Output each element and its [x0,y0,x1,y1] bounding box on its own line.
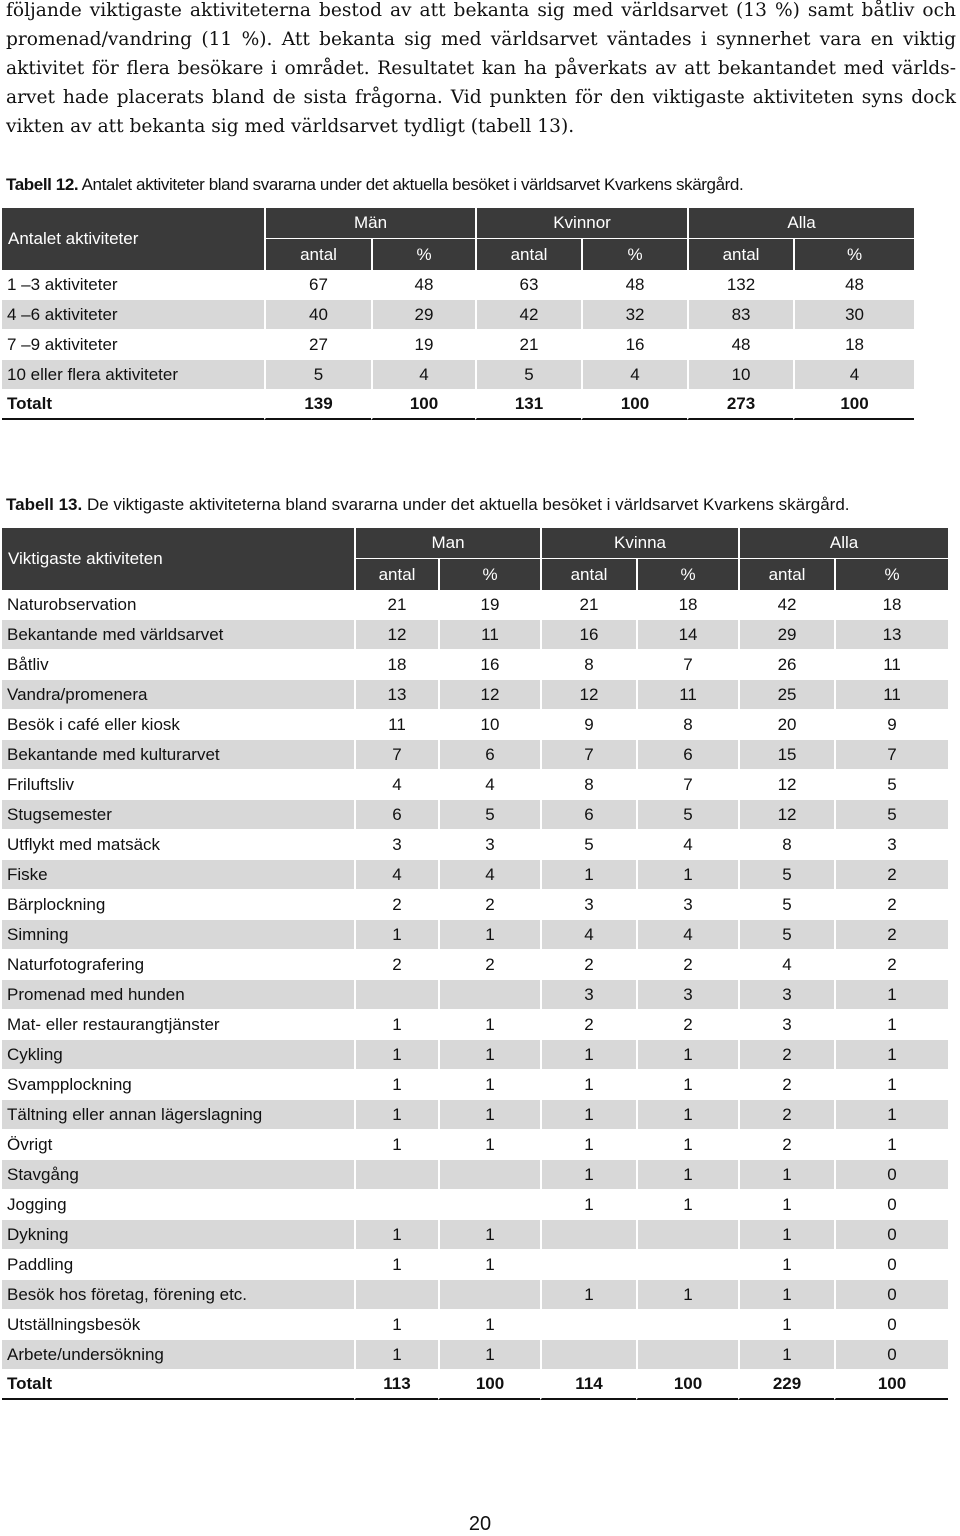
table-row [2,1070,948,1100]
value-cell: 1 [636,1040,738,1070]
table-row [2,680,948,710]
value-cell: 1 [354,1070,438,1100]
paragraph-line: arvet hade placerats bland de sista frågorna. Vid punkten för den viktigaste aktiviteten syns dock [6,87,956,108]
value-cell: 2 [834,920,948,950]
value-cell: 1 [354,1100,438,1130]
row-label-cell: Jogging [2,1190,354,1220]
value-cell: 1 [834,1040,948,1070]
value-cell: 229 [738,1370,834,1400]
value-cell: 8 [540,770,636,800]
table-row [2,590,948,620]
table-13-head [2,528,948,590]
value-cell: 5 [738,860,834,890]
value-cell: 3 [636,980,738,1010]
value-cell: 100 [834,1370,948,1400]
value-cell: 4 [540,920,636,950]
value-cell: 2 [834,890,948,920]
value-cell: 29 [371,300,475,330]
value-cell: 7 [636,650,738,680]
table-12-subheader: antal [687,239,793,270]
row-label-cell: Besök i café eller kiosk [2,710,354,740]
row-label-cell: Naturfotografering [2,950,354,980]
value-cell: 2 [738,1100,834,1130]
value-cell: 11 [834,650,948,680]
value-cell: 48 [581,270,687,300]
page-number: 20 [468,1513,492,1535]
value-cell: 0 [834,1190,948,1220]
row-label-cell: Paddling [2,1250,354,1280]
row-label-cell: Tältning eller annan lägerslagning [2,1100,354,1130]
row-label-cell: Promenad med hunden [2,980,354,1010]
value-cell: 4 [354,860,438,890]
value-cell: 3 [540,890,636,920]
value-cell [354,980,438,1010]
value-cell: 1 [834,1100,948,1130]
value-cell: 5 [834,770,948,800]
row-label-cell: 1 –3 aktiviteter [2,270,264,300]
value-cell: 12 [738,800,834,830]
paragraph-line: aktivitet för flera besökare i området. Resultatet kan ha påverkats av att bekantandet med världs- [6,58,956,79]
table-row [2,980,948,1010]
value-cell: 11 [438,620,540,650]
value-cell: 1 [636,1280,738,1310]
value-cell: 1 [540,860,636,890]
paragraph-line: vikten av att bekanta sig med världsarvet tydligt (tabell 13). [6,116,575,137]
table-row [2,270,914,300]
row-label-cell: Stavgång [2,1160,354,1190]
value-cell: 3 [738,980,834,1010]
value-cell: 3 [540,980,636,1010]
row-label-cell: Bärplockning [2,890,354,920]
value-cell [438,980,540,1010]
body-paragraph [6,0,956,141]
value-cell: 40 [264,300,371,330]
value-cell: 1 [438,1100,540,1130]
value-cell: 9 [540,710,636,740]
value-cell: 100 [793,390,914,420]
table-row [2,830,948,860]
value-cell: 7 [540,740,636,770]
value-cell: 1 [438,1340,540,1370]
value-cell [636,1310,738,1340]
value-cell: 2 [738,1040,834,1070]
value-cell: 2 [540,1010,636,1040]
value-cell: 12 [540,680,636,710]
row-label-cell: Båtliv [2,650,354,680]
value-cell: 4 [636,920,738,950]
value-cell: 1 [636,1190,738,1220]
value-cell: 6 [540,800,636,830]
value-cell: 1 [636,1100,738,1130]
table-row [2,650,948,680]
row-label-cell: Arbete/undersökning [2,1340,354,1370]
value-cell: 1 [540,1160,636,1190]
value-cell: 67 [264,270,371,300]
value-cell: 2 [738,1130,834,1160]
value-cell: 25 [738,680,834,710]
row-label-cell: Utflykt med matsäck [2,830,354,860]
value-cell: 32 [581,300,687,330]
table-12-group-header: Alla [687,208,914,239]
value-cell: 1 [438,1130,540,1160]
row-label-cell: Naturobservation [2,590,354,620]
table-13-subheader: antal [738,559,834,590]
table-13-subheader: % [438,559,540,590]
value-cell: 1 [834,1010,948,1040]
table-total-row [2,1370,948,1400]
table-12-subheader: % [793,239,914,270]
value-cell: 1 [738,1190,834,1220]
value-cell: 1 [438,1310,540,1340]
table-12 [2,208,914,420]
value-cell: 63 [475,270,581,300]
value-cell: 20 [738,710,834,740]
value-cell: 12 [738,770,834,800]
table-row [2,860,948,890]
value-cell: 100 [636,1370,738,1400]
table-row [2,330,914,360]
table-13-caption [6,495,850,515]
row-label-cell: 10 eller flera aktiviteter [2,360,264,390]
table-row [2,710,948,740]
value-cell: 273 [687,390,793,420]
value-cell: 11 [636,680,738,710]
value-cell: 5 [834,800,948,830]
value-cell: 48 [793,270,914,300]
value-cell: 100 [438,1370,540,1400]
value-cell: 1 [834,1070,948,1100]
value-cell: 3 [354,830,438,860]
value-cell [438,1160,540,1190]
table-row [2,1160,948,1190]
value-cell: 6 [354,800,438,830]
value-cell: 12 [354,620,438,650]
row-label-cell: Mat- eller restaurangtjänster [2,1010,354,1040]
value-cell [636,1220,738,1250]
table-13 [2,528,948,1400]
row-label-cell: Fiske [2,860,354,890]
value-cell: 48 [371,270,475,300]
row-label-cell: 4 –6 aktiviteter [2,300,264,330]
value-cell: 132 [687,270,793,300]
value-cell: 139 [264,390,371,420]
table-row [2,360,914,390]
value-cell: 3 [438,830,540,860]
value-cell: 1 [738,1280,834,1310]
value-cell: 0 [834,1220,948,1250]
row-label-cell: 7 –9 aktiviteter [2,330,264,360]
value-cell: 5 [264,360,371,390]
value-cell: 30 [793,300,914,330]
row-label-cell: Totalt [2,390,264,420]
row-label-cell: Bekantande med världsarvet [2,620,354,650]
table-row [2,1220,948,1250]
table-13-caption-label: Tabell 13. [6,495,83,514]
value-cell: 13 [834,620,948,650]
table-row [2,1310,948,1340]
value-cell: 1 [354,1340,438,1370]
value-cell: 21 [354,590,438,620]
value-cell [540,1340,636,1370]
value-cell: 1 [354,1130,438,1160]
value-cell [354,1280,438,1310]
value-cell: 18 [793,330,914,360]
table-12-caption [6,175,743,195]
value-cell: 0 [834,1160,948,1190]
value-cell [540,1250,636,1280]
row-label-cell: Friluftsliv [2,770,354,800]
table-row [2,1130,948,1160]
value-cell [636,1250,738,1280]
value-cell: 1 [438,1010,540,1040]
value-cell: 1 [354,1220,438,1250]
value-cell: 19 [438,590,540,620]
table-12-row-header: Antalet aktiviteter [2,208,264,270]
table-13-subheader: antal [540,559,636,590]
value-cell: 1 [636,860,738,890]
value-cell: 16 [540,620,636,650]
value-cell: 19 [371,330,475,360]
value-cell: 48 [687,330,793,360]
value-cell [438,1190,540,1220]
value-cell: 2 [834,860,948,890]
value-cell: 0 [834,1280,948,1310]
value-cell: 1 [540,1100,636,1130]
value-cell: 7 [354,740,438,770]
value-cell: 12 [438,680,540,710]
table-13-group-header: Alla [738,528,948,559]
value-cell: 4 [354,770,438,800]
value-cell: 8 [540,650,636,680]
value-cell: 13 [354,680,438,710]
value-cell: 1 [636,1070,738,1100]
value-cell: 5 [475,360,581,390]
value-cell: 1 [738,1250,834,1280]
value-cell: 2 [636,950,738,980]
value-cell: 131 [475,390,581,420]
table-13-subheader: antal [354,559,438,590]
table-row [2,740,948,770]
table-row [2,1250,948,1280]
table-13-subheader: % [834,559,948,590]
value-cell: 27 [264,330,371,360]
value-cell: 18 [354,650,438,680]
value-cell: 1 [540,1040,636,1070]
value-cell [354,1190,438,1220]
row-label-cell: Utställningsbesök [2,1310,354,1340]
value-cell: 1 [540,1070,636,1100]
table-row [2,950,948,980]
value-cell: 4 [738,950,834,980]
table-row [2,1010,948,1040]
value-cell: 4 [793,360,914,390]
value-cell: 4 [438,770,540,800]
value-cell: 16 [581,330,687,360]
value-cell: 42 [738,590,834,620]
value-cell: 18 [834,590,948,620]
value-cell: 15 [738,740,834,770]
row-label-cell: Stugsemester [2,800,354,830]
row-label-cell: Simning [2,920,354,950]
table-row [2,1190,948,1220]
paragraph-line: promenad/vandring (11 %). Att bekanta sig med världsarvet väntades i synnerhet vara en viktig [6,29,956,50]
value-cell: 11 [354,710,438,740]
value-cell: 5 [738,920,834,950]
row-label-cell: Övrigt [2,1130,354,1160]
table-12-subheader: % [581,239,687,270]
value-cell: 1 [738,1220,834,1250]
row-label-cell: Svampplockning [2,1070,354,1100]
value-cell: 0 [834,1340,948,1370]
value-cell: 1 [438,920,540,950]
value-cell [354,1160,438,1190]
table-13-subheader: % [636,559,738,590]
table-row [2,300,914,330]
value-cell: 1 [354,1310,438,1340]
value-cell: 14 [636,620,738,650]
value-cell: 26 [738,650,834,680]
value-cell: 1 [438,1040,540,1070]
value-cell: 21 [540,590,636,620]
value-cell: 1 [738,1160,834,1190]
table-13-body [2,590,948,1400]
table-row [2,1340,948,1370]
table-total-row [2,390,914,420]
value-cell: 6 [438,740,540,770]
value-cell: 83 [687,300,793,330]
table-row [2,800,948,830]
value-cell: 2 [834,950,948,980]
value-cell: 1 [438,1220,540,1250]
value-cell: 10 [438,710,540,740]
value-cell: 29 [738,620,834,650]
value-cell: 2 [636,1010,738,1040]
value-cell: 4 [371,360,475,390]
value-cell: 114 [540,1370,636,1400]
table-12-caption-text: Antalet aktiviteter bland svararna under det aktuella besöket i världsarvet Kvarkens skärgård. [78,175,744,194]
table-row [2,890,948,920]
value-cell: 4 [438,860,540,890]
row-label-cell: Bekantande med kulturarvet [2,740,354,770]
value-cell: 2 [354,950,438,980]
value-cell [540,1310,636,1340]
value-cell: 2 [354,890,438,920]
table-row [2,1280,948,1310]
value-cell: 21 [475,330,581,360]
table-13-group-header: Kvinna [540,528,738,559]
value-cell: 5 [540,830,636,860]
row-label-cell: Dykning [2,1220,354,1250]
value-cell: 4 [581,360,687,390]
value-cell: 1 [438,1070,540,1100]
table-12-caption-label: Tabell 12. [6,175,79,194]
value-cell: 1 [540,1190,636,1220]
row-label-cell: Besök hos företag, förening etc. [2,1280,354,1310]
value-cell: 1 [540,1280,636,1310]
paragraph-line: följande viktigaste aktiviteterna bestod av att bekanta sig med världsarvet (13 %) samt båtliv och [6,0,956,21]
value-cell: 2 [738,1070,834,1100]
value-cell: 1 [540,1130,636,1160]
value-cell: 1 [354,1010,438,1040]
value-cell: 6 [636,740,738,770]
value-cell: 10 [687,360,793,390]
value-cell: 11 [834,680,948,710]
value-cell: 4 [636,830,738,860]
table-13-caption-text: De viktigaste aktiviteterna bland svararna under det aktuella besöket i världsarvet Kvarkens skärgård. [82,495,850,514]
value-cell: 7 [636,770,738,800]
value-cell: 5 [438,800,540,830]
table-row [2,920,948,950]
table-12-group-header: Kvinnor [475,208,687,239]
table-row [2,620,948,650]
row-label-cell: Cykling [2,1040,354,1070]
value-cell: 0 [834,1250,948,1280]
row-label-cell: Totalt [2,1370,354,1400]
value-cell: 2 [540,950,636,980]
value-cell: 2 [438,950,540,980]
table-row [2,1040,948,1070]
table-12-body [2,270,914,420]
value-cell: 2 [438,890,540,920]
value-cell: 100 [371,390,475,420]
value-cell: 1 [834,980,948,1010]
table-13-row-header: Viktigaste aktiviteten [2,528,354,590]
value-cell: 1 [354,1250,438,1280]
value-cell [540,1220,636,1250]
table-12-subheader: antal [475,239,581,270]
table-row [2,770,948,800]
value-cell: 1 [354,1040,438,1070]
value-cell: 1 [636,1160,738,1190]
value-cell: 8 [636,710,738,740]
value-cell [438,1280,540,1310]
value-cell: 7 [834,740,948,770]
value-cell: 1 [834,1130,948,1160]
value-cell: 3 [834,830,948,860]
value-cell: 113 [354,1370,438,1400]
value-cell: 1 [354,920,438,950]
value-cell: 9 [834,710,948,740]
value-cell: 18 [636,590,738,620]
value-cell: 5 [636,800,738,830]
value-cell: 1 [738,1340,834,1370]
value-cell: 16 [438,650,540,680]
table-13-group-header: Man [354,528,540,559]
table-12-head [2,208,914,270]
value-cell: 42 [475,300,581,330]
value-cell [636,1340,738,1370]
value-cell: 8 [738,830,834,860]
table-12-subheader: antal [264,239,371,270]
table-row [2,1100,948,1130]
value-cell: 0 [834,1310,948,1340]
table-12-subheader: % [371,239,475,270]
value-cell: 1 [438,1250,540,1280]
row-label-cell: Vandra/promenera [2,680,354,710]
value-cell: 3 [738,1010,834,1040]
value-cell: 5 [738,890,834,920]
value-cell: 1 [636,1130,738,1160]
value-cell: 1 [738,1310,834,1340]
table-12-group-header: Män [264,208,475,239]
value-cell: 100 [581,390,687,420]
value-cell: 3 [636,890,738,920]
